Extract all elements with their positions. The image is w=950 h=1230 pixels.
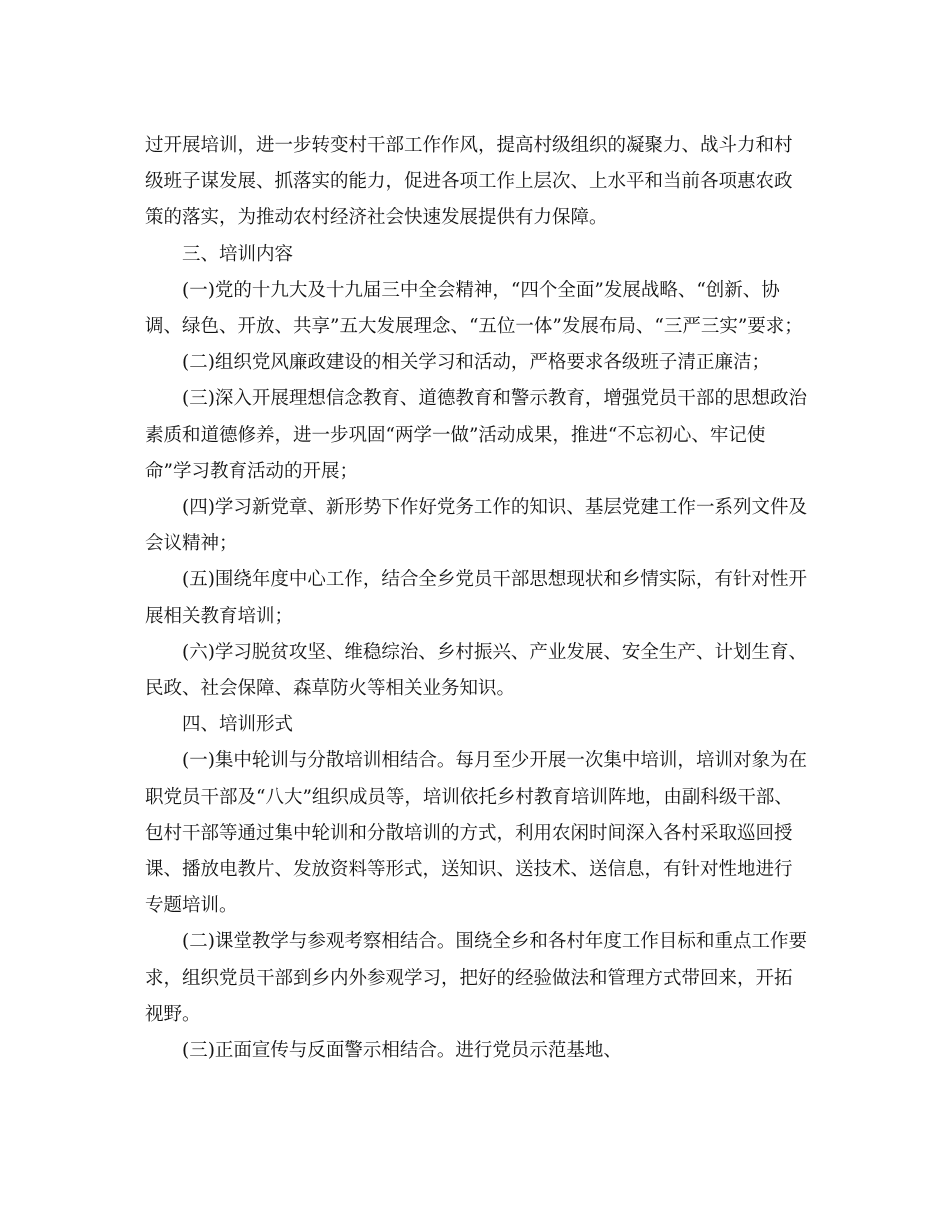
paragraph: (四)学习新党章、新形势下作好党务工作的知识、基层党建工作一系列文件及会议精神； [145, 497, 807, 555]
paragraph: (五)围绕年度中心工作，结合全乡党员干部思想现状和乡情实际，有针对性开展相关教育培训； [145, 569, 807, 627]
paragraph: (一)党的十九大及十九届三中全会精神，“四个全面”发展战略、“创新、协调、绿色、开放、共享”五大发展理念、“五位一体”发展布局、“三严三实”要求； [145, 279, 803, 338]
paragraph: (六)学习脱贫攻坚、维稳综治、乡村振兴、产业发展、安全生产、计划生育、民政、社会保障、森草防火等相关业务知识。 [145, 641, 807, 700]
paragraph: (三)正面宣传与反面警示相结合。进行党员示范基地、 [182, 1040, 622, 1062]
paragraph: (二)课堂教学与参观考察相结合。围绕全乡和各村年度工作目标和重点工作要求，组织党员干部到乡内外参观学习，把好的经验做法和管理方式带回来，开拓视野。 [145, 931, 807, 1025]
paragraph: (三)深入开展理想信念教育、道德教育和警示教育，增强党员干部的思想政治素质和道德修养，进一步巩固“两学一做”活动成果，推进“不忘初心、牢记使命”学习教育活动的开展； [145, 388, 807, 482]
paragraph: 三、培训内容 [182, 243, 294, 265]
paragraph: 过开展培训，进一步转变村干部工作作风，提高村级组织的凝聚力、战斗力和村级班子谋发展、抓落实的能力，促进各项工作上层次、上水平和当前各项惠农政策的落实，为推动农村经济社会快速发展提供有力保障。 [145, 135, 793, 229]
paragraph: (一)集中轮训与分散培训相结合。每月至少开展一次集中培训，培训对象为在职党员干部及“八大”组织成员等，培训依托乡村教育培训阵地，由副科级干部、包村干部等通过集中轮训和分散培训的方式，利用农闲时间深入各村采取巡回授课、播放电教片、发放资料等形式，送知识、送技术、送信息，有针对性地进行专题培训。 [145, 750, 807, 917]
paragraph: 四、培训形式 [182, 714, 294, 736]
document-body [145, 128, 810, 1069]
paragraph: (二)组织党风廉政建设的相关学习和活动，严格要求各级班子清正廉洁； [182, 352, 770, 374]
